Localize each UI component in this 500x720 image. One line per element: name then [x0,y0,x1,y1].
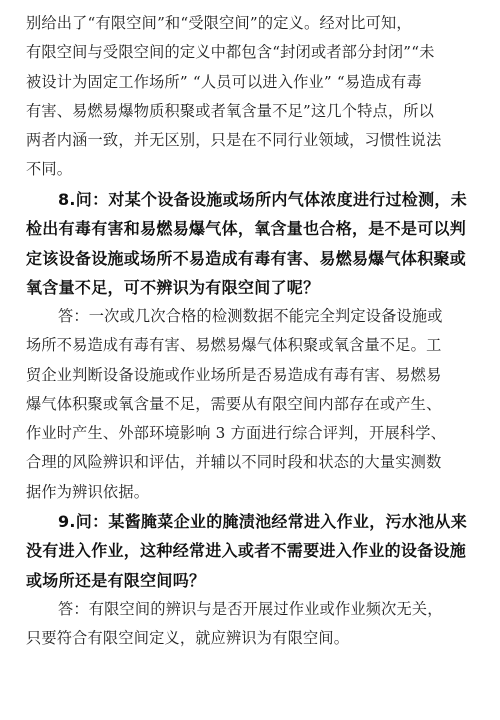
intro-line: 有限空间与受限空间的定义中都包含“封闭或者部分封闭”“未 [26,43,435,62]
question-9-line: 或场所还是有限空间吗？ [26,570,206,590]
answer-8-line: 爆气体积聚或氧含量不足，需要从有限空间内部存在或产生、 [26,394,442,413]
intro-line: 别给出了“有限空间”和“受限空间”的定义。经对比可知， [26,14,412,32]
question-8 [26,185,474,302]
intro-line: 不同。 [26,160,73,179]
answer-9 [26,595,474,654]
intro-line: 被设计为固定工作场所” “人员可以进入作业” “易造成有毒 [26,72,422,91]
intro-line: 有害、易燃易爆物质积聚或者氧含量不足”这几个特点，所以 [26,101,435,120]
intro-paragraph [26,9,474,185]
intro-line: 两者内涵一致，并无区别，只是在不同行业领域，习惯性说法 [26,131,442,150]
answer-9-line: 只要符合有限空间定义，就应辨识为有限空间。 [26,629,350,648]
answer-8-line: 场所不易造成有毒有害、易燃易爆气体积聚或氧含量不足。工 [26,336,442,355]
answer-8-line: 作业时产生、外部环境影响 3 方面进行综合评判，开展科学、 [26,424,446,443]
answer-9-line: 答：有限空间的辨识与是否开展过作业或作业频次无关， [58,600,443,618]
answer-8-line: 据作为辨识依据。 [26,482,150,501]
answer-8 [26,302,474,507]
question-8-line: 检出有毒有害和易燃易爆气体，氧含量也合格，是不是可以判 [26,219,467,239]
question-8-line: 氧含量不足，可不辨识为有限空间了呢？ [26,277,320,297]
question-8-line: 定该设备设施或场所不易造成有毒有害、易燃易爆气体积聚或 [26,248,467,268]
question-9-line: 9.问：某酱腌菜企业的腌渍池经常进入作业，污水池从来 [58,512,468,531]
question-9-line: 没有进入作业，这种经常进入或者不需要进入作业的设备设施 [26,541,467,561]
question-8-line: 8.问：对某个设备设施或场所内气体浓度进行过检测，未 [58,190,468,209]
answer-8-line: 贸企业判断设备设施或作业场所是否易造成有毒有害、易燃易 [26,365,442,384]
question-9 [26,507,474,595]
answer-8-line: 答：一次或几次合格的检测数据不能完全判定设备设施或 [58,307,443,325]
answer-8-line: 合理的风险辨识和评估，并辅以不同时段和状态的大量实测数 [26,453,442,472]
